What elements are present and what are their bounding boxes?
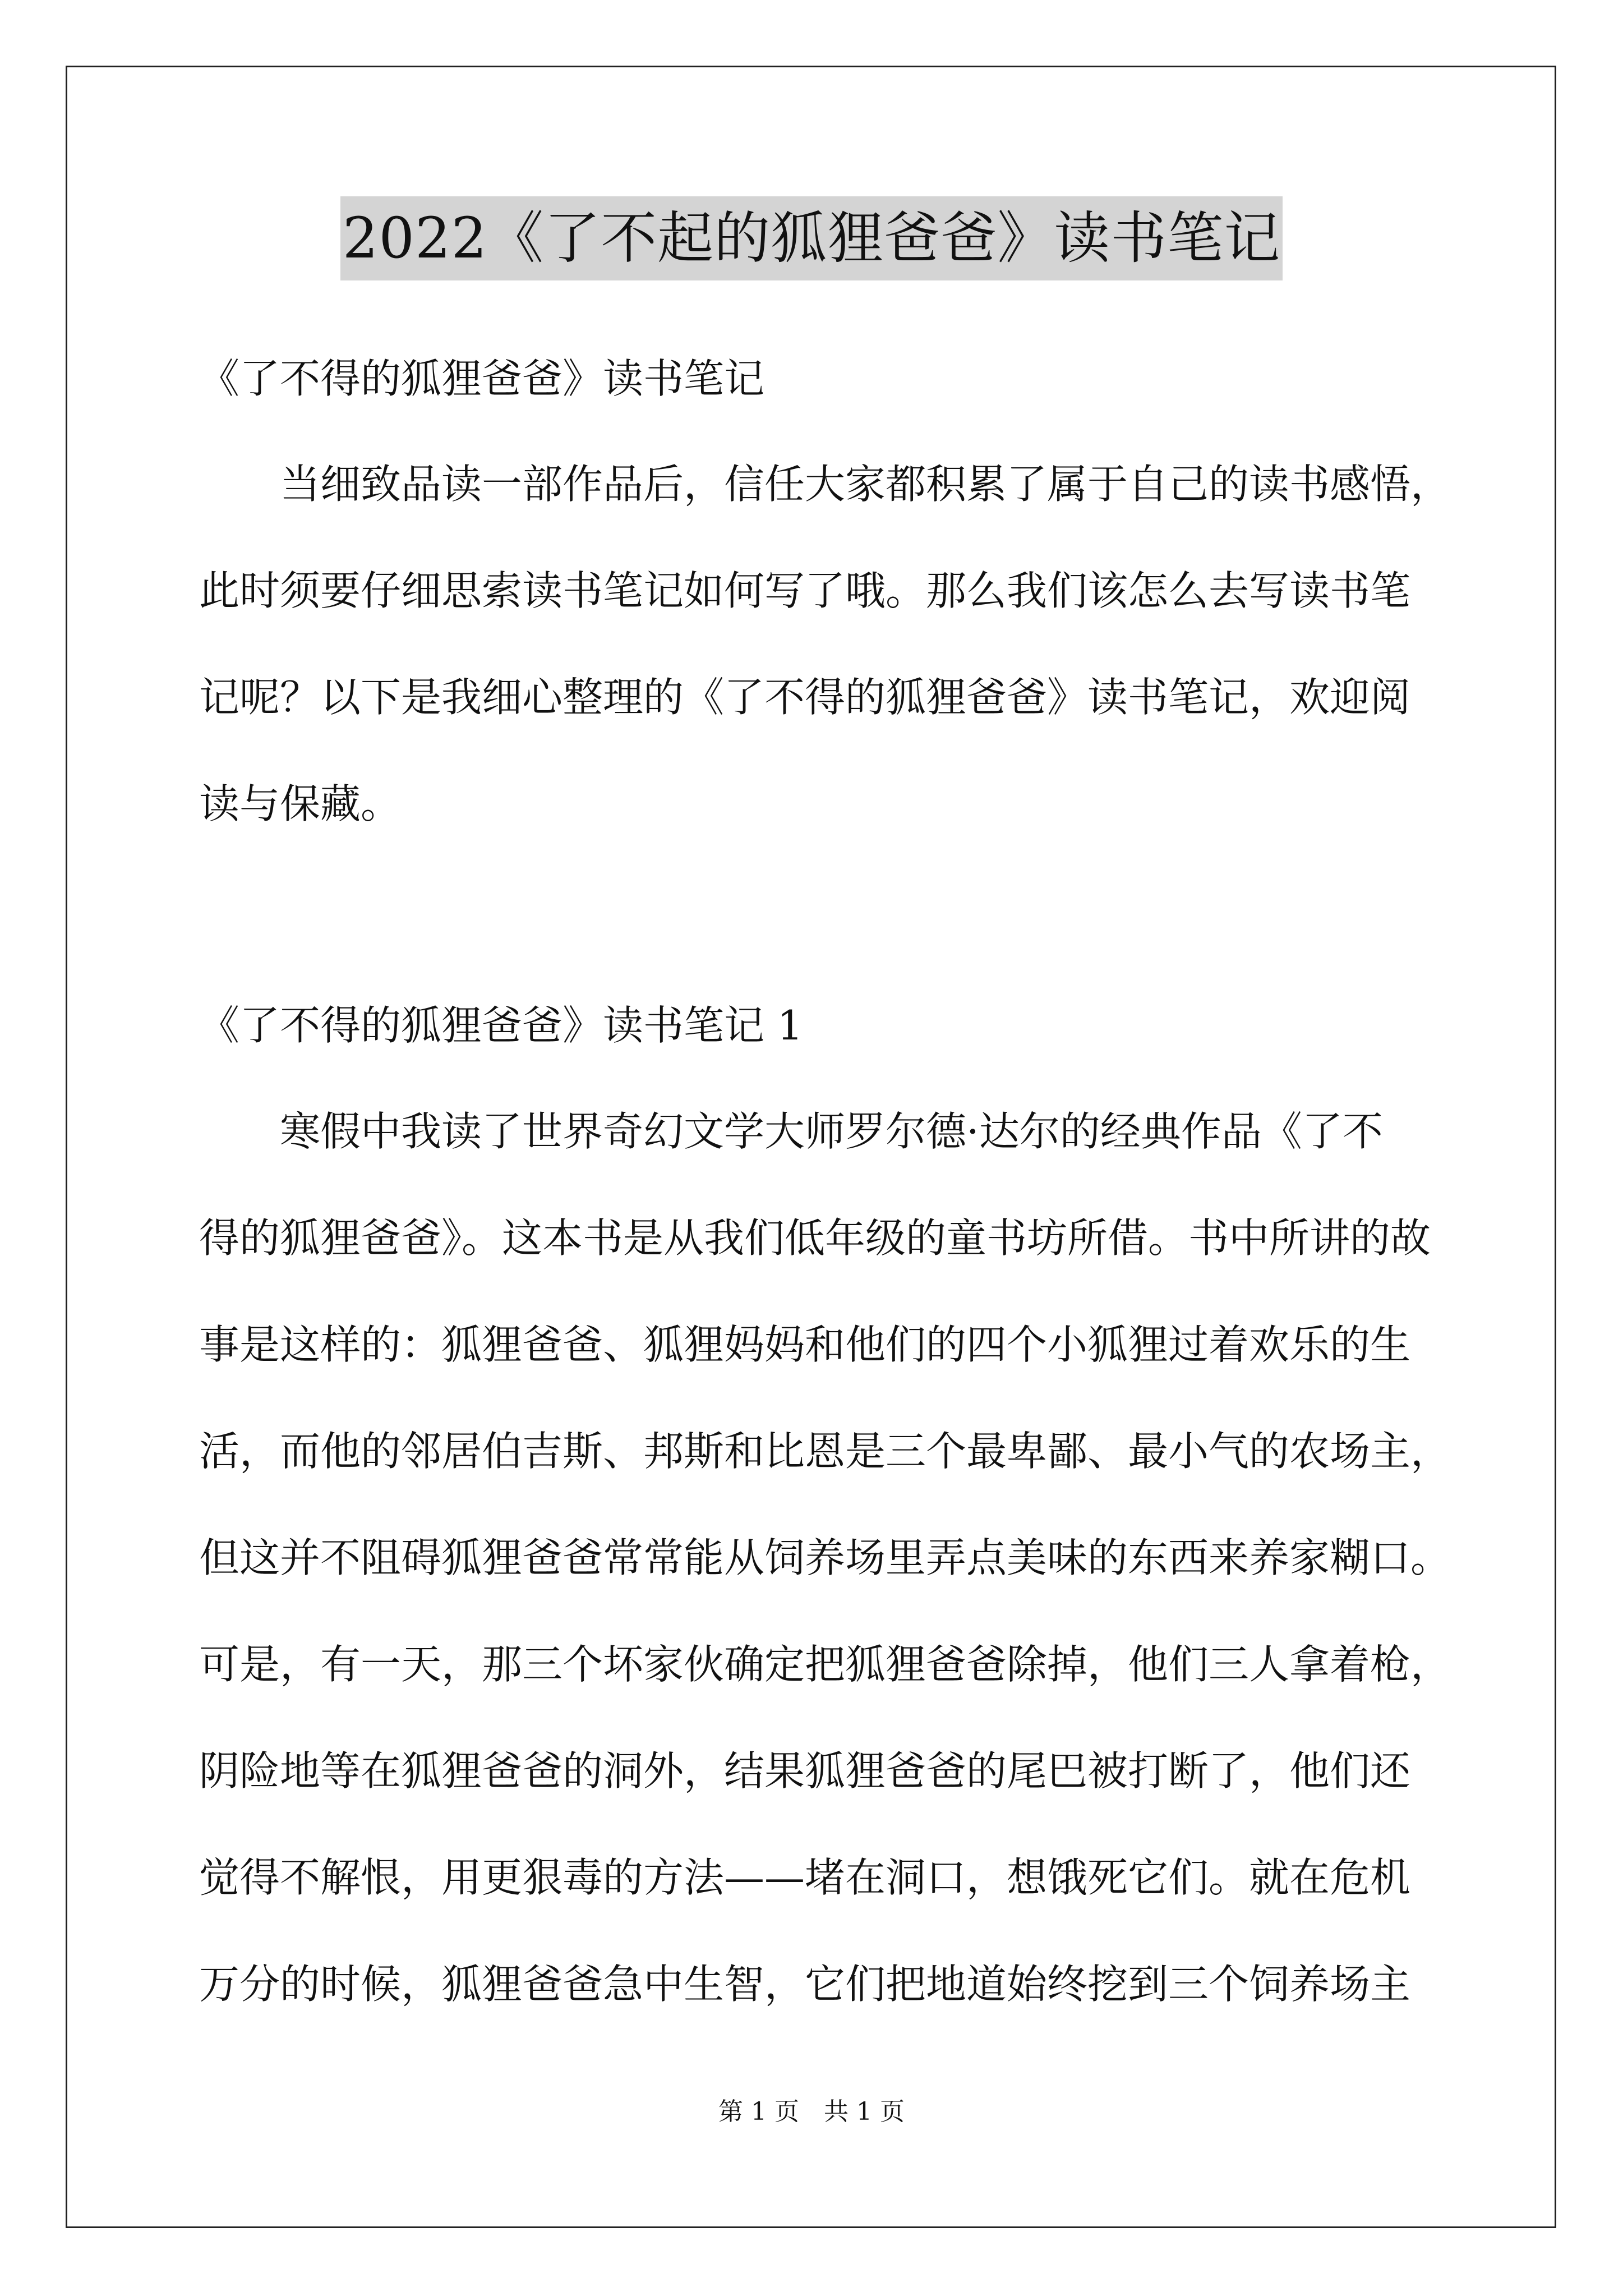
text-line: 此时须要仔细思索读书笔记如何写了哦。那么我们该怎么去写读书笔 <box>199 567 1411 614</box>
section-heading: 《了不得的狐狸爸爸》读书笔记 1 <box>199 1002 803 1049</box>
text-line: 万分的时候，狐狸爸爸急中生智，它们把地道始终挖到三个饲养场主 <box>199 1961 1411 2008</box>
text-line: 记呢？以下是我细心整理的《了不得的狐狸爸爸》读书笔记，欢迎阅 <box>199 674 1411 721</box>
text-line: 得的狐狸爸爸》。这本书是从我们低年级的童书坊所借。书中所讲的故 <box>199 1214 1431 1262</box>
text-line: 觉得不解恨，用更狠毒的方法——堵在洞口，想饿死它们。就在危机 <box>199 1854 1411 1901</box>
page-footer: 第 1 页 共 1 页 <box>718 2097 905 2126</box>
text-line: 寒假中我读了世界奇幻文学大师罗尔德·达尔的经典作品《了不 <box>199 1108 1383 1155</box>
text-line: 可是，有一天，那三个坏家伙确定把狐狸爸爸除掉，他们三人拿着枪， <box>199 1641 1451 1688</box>
section-1-paragraph-container <box>199 1078 1451 2037</box>
intro-heading: 《了不得的狐狸爸爸》读书笔记 <box>199 355 765 402</box>
text-line: 但这并不阻碍狐狸爸爸常常能从饲养场里弄点美味的东西来养家糊口。 <box>199 1534 1451 1581</box>
text-line: 事是这样的：狐狸爸爸、狐狸妈妈和他们的四个小狐狸过着欢乐的生 <box>199 1321 1411 1368</box>
text-line: 活，而他的邻居伯吉斯、邦斯和比恩是三个最卑鄙、最小气的农场主， <box>199 1428 1451 1475</box>
document-title: 2022《了不起的狐狸爸爸》读书笔记 <box>340 196 1283 280</box>
title-container <box>0 196 1623 280</box>
text-line: 阴险地等在狐狸爸爸的洞外，结果狐狸爸爸的尾巴被打断了，他们还 <box>199 1747 1411 1795</box>
section-1 <box>199 997 1433 1053</box>
intro-paragraph <box>199 431 1451 857</box>
intro-section <box>199 351 1433 407</box>
intro-paragraph-container <box>199 431 1451 857</box>
text-line: 读与保藏。 <box>199 780 402 827</box>
section-1-paragraph <box>199 1078 1451 2037</box>
text-line: 当细致品读一部作品后，信任大家都积累了属于自己的读书感悟， <box>199 461 1451 508</box>
